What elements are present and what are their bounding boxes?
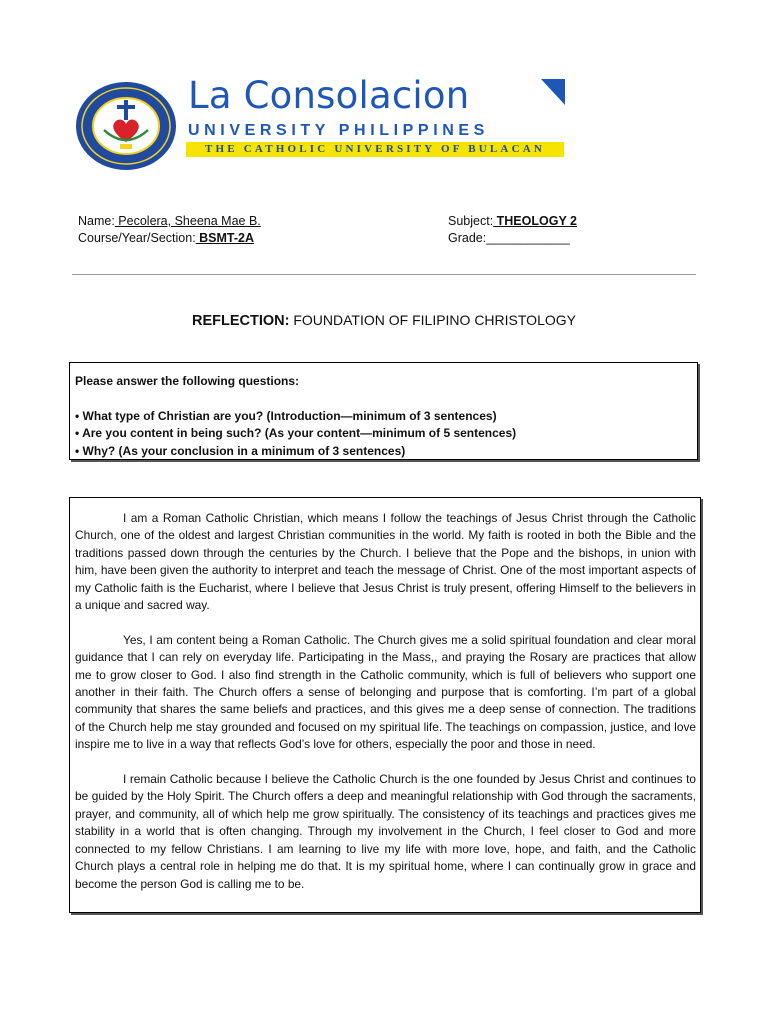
blue-flag-icon: [541, 79, 565, 105]
grade-row: [448, 231, 570, 245]
answer-paragraph-content: Yes, I am content being a Roman Catholic. The Church gives me a solid spiritual foundation and clear moral guidance that I can rely on everyday life. Participating in the Mass,, and praying the Rosary are practices that allow me to grow closer to God. I also find strength in the Catholic community, which is full of believers who support one another in their faith. The Church offers a sense of belonging and purpose that is comforting. I’m part of a global community that shares the same beliefs and practices, and this gives me a deep sense of connection. The traditions of the Church help me stay grounded and focused on my spiritual life. The teachings on compassion, justice, and love inspire me to live in a way that reflects God’s love for others, especially the poor and those in need.: [75, 632, 696, 752]
answer-paragraph-introduction: I am a Roman Catholic Christian, which means I follow the teachings of Jesus Christ through the Catholic Church, one of the oldest and largest Christian communities in the world. My faith is rooted in both the Bible and the traditions passed down through the centuries by the Church. I believe that the Pope and the bishops, in union with him, have been given the authority to interpret and teach the message of Christ. One of the most important aspects of my Catholic faith is the Eucharist, where I believe that Jesus Christ is truly present, offering Himself to the believers in a unique and sacred way.: [75, 511, 696, 613]
university-header: [74, 76, 574, 176]
document-title: [0, 312, 768, 329]
name-value: Pecolera, Sheena Mae B.: [114, 214, 261, 228]
grade-label: Grade:: [448, 231, 487, 245]
name-row: [78, 214, 261, 228]
university-subtitle: UNIVERSITY PHILIPPINES: [188, 122, 489, 139]
subject-row: [448, 214, 577, 228]
subject-label: Subject:: [448, 214, 494, 228]
questions-box: [69, 362, 698, 460]
name-label: Name:: [78, 214, 115, 228]
university-name: La Consolacion: [188, 74, 470, 117]
question-item: • What type of Christian are you? (Introduction—minimum of 3 sentences): [75, 408, 497, 423]
answer-paragraph-conclusion: I remain Catholic because I believe the Catholic Church is the one founded by Jesus Christ and continues to be guided by the Holy Spirit. The Church offers a deep and meaningful relationship with God through the sacraments, prayer, and community, all of which help me grow spiritually. The consistency of its teachings and practices gives me stability in a world that is often changing. Through my involvement in the Church, I feel closer to God and more connected to my fellow Christians. I am learning to live my life with more love, hope, and faith, and the Catholic Church plays a central role in helping me do that. It is my spiritual home, where I can continually grow in grace and become the person God is calling me to be.: [75, 772, 696, 891]
university-tagline: THE CATHOLIC UNIVERSITY OF BULACAN: [186, 142, 564, 157]
subject-value: THEOLOGY 2: [493, 214, 577, 228]
course-label: Course/Year/Section:: [78, 231, 196, 245]
question-item: • Why? (As your conclusion in a minimum of 3 sentences): [75, 443, 406, 458]
question-item: • Are you content in being such? (As your content—minimum of 5 sentences): [75, 426, 517, 440]
course-value: BSMT-2A: [195, 231, 255, 245]
answer-box: [69, 497, 701, 913]
grade-value: ____________: [486, 231, 570, 245]
section-divider: [72, 274, 696, 275]
title-topic: FOUNDATION OF FILIPINO CHRISTOLOGY: [289, 312, 576, 328]
questions-prompt: Please answer the following questions:: [75, 374, 300, 388]
title-prefix: REFLECTION:: [192, 313, 290, 329]
course-row: [78, 231, 254, 245]
university-seal-icon: [74, 80, 178, 172]
